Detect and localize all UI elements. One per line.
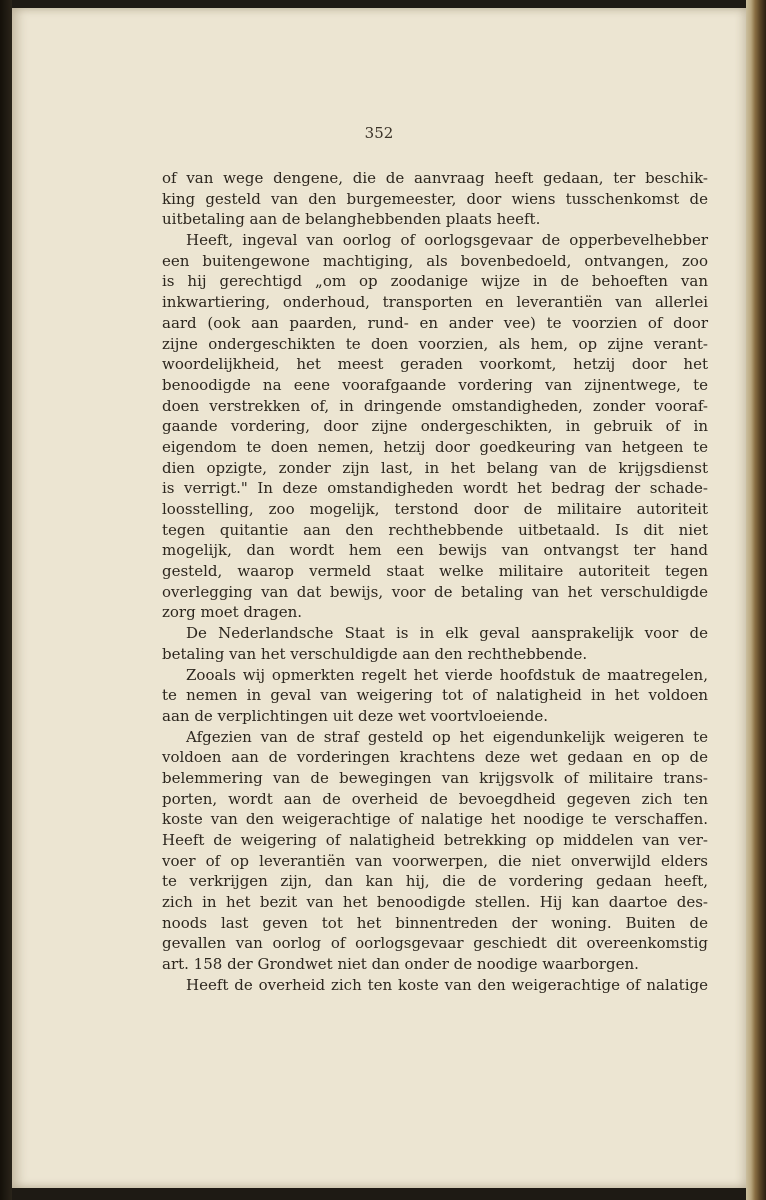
text-line: Heeft de overheid zich ten koste van den weigerachtige of nalatige (186, 975, 708, 994)
text-line: zorg moet dragen. (162, 603, 303, 622)
text-line: koste van den weigerachtige of nalatige het noodige te verschaffen. (162, 810, 708, 829)
text-line: overlegging van dat bewijs, voor de betaling van het verschuldigde (162, 582, 708, 601)
text-line: gevallen van oorlog of oorlogsgevaar geschiedt dit overeenkomstig (162, 934, 708, 953)
text-line: porten, wordt aan de overheid de bevoegdheid gegeven zich ten (162, 789, 708, 808)
body-text (162, 168, 708, 996)
text-line: een buitengewone machtiging, als bovenbedoeld, ontvangen, zoo (162, 251, 708, 270)
text-line: belemmering van de bewegingen van krijgsvolk of militaire trans- (162, 768, 708, 787)
text-line: Heeft de weigering of nalatigheid betrekking op middelen van ver- (162, 831, 708, 849)
text-line: benoodigde na eene voorafgaande vordering van zijnentwege, te (162, 375, 708, 394)
page-number: 352 (364, 124, 394, 142)
text-line: voldoen aan de vorderingen krachtens deze wet gedaan en op de (162, 748, 708, 767)
text-line: gesteld, waarop vermeld staat welke militaire autoriteit tegen (162, 562, 708, 581)
text-line: uitbetaling aan de belanghebbenden plaats heeft. (162, 210, 541, 229)
text-line: is hij gerechtigd „om op zoodanige wijze in de behoeften van (162, 272, 708, 291)
text-line: of van wege dengene, die de aanvraag heeft gedaan, ter beschik- (162, 169, 708, 187)
text-line: dien opzigte, zonder zijn last, in het belang van de krijgsdienst (162, 458, 708, 477)
text-line: mogelijk, dan wordt hem een bewijs van ontvangst ter hand (162, 541, 708, 560)
text-line: aard (ook aan paarden, rund- en ander vee) te voorzien of door (162, 313, 708, 332)
text-line: Afgezien van de straf gesteld op het eigendunkelijk weigeren te (186, 727, 708, 746)
text-line: zijne ondergeschikten te doen voorzien, als hem, op zijne verant- (162, 334, 708, 353)
text-line: loosstelling, zoo mogelijk, terstond door de militaire autoriteit (162, 500, 708, 518)
text-line: inkwartiering, onderhoud, transporten en leverantiën van allerlei (162, 293, 708, 312)
text-line: is verrigt." In deze omstandigheden wordt het bedrag der schade- (162, 479, 708, 498)
text-line: zich in het bezit van het benoodigde stellen. Hij kan daartoe des- (162, 893, 708, 912)
text-line: doen verstrekken of, in dringende omstandigheden, zonder vooraf- (162, 396, 708, 415)
text-line: aan de verplichtingen uit deze wet voortvloeiende. (162, 706, 549, 725)
text-line: Heeft, ingeval van oorlog of oorlogsgevaar de opperbevelhebber (186, 231, 708, 250)
text-line: woordelijkheid, het meest geraden voorkomt, hetzij door het (162, 355, 708, 374)
text-line: te verkrijgen zijn, dan kan hij, die de vordering gedaan heeft, (162, 872, 708, 891)
text-line: betaling van het verschuldigde aan den rechthebbende. (162, 644, 588, 663)
text-line: te nemen in geval van weigering tot of nalatigheid in het voldoen (162, 686, 708, 705)
text-line: De Nederlandsche Staat is in elk geval aansprakelijk voor de (186, 624, 708, 643)
page-stack-edge (746, 0, 766, 1200)
text-line: noods last geven tot het binnentreden der woning. Buiten de (162, 913, 708, 932)
text-line: art. 158 der Grondwet niet dan onder de noodige waarborgen. (162, 955, 639, 974)
text-line: Zooals wij opmerkten regelt het vierde hoofdstuk de maatregelen, (186, 665, 708, 684)
book-page (12, 8, 746, 1188)
text-line: king gesteld van den burgemeester, door wiens tusschenkomst de (162, 189, 708, 208)
book-binding-edge (0, 0, 12, 1200)
text-line: eigendom te doen nemen, hetzij door goedkeuring van hetgeen te (162, 437, 708, 456)
text-line: gaande vordering, door zijne ondergeschikten, in gebruik of in (162, 417, 708, 436)
text-line: tegen quitantie aan den rechthebbende uitbetaald. Is dit niet (162, 520, 708, 539)
text-line: voer of op leverantiën van voorwerpen, die niet onverwijld elders (162, 851, 708, 870)
